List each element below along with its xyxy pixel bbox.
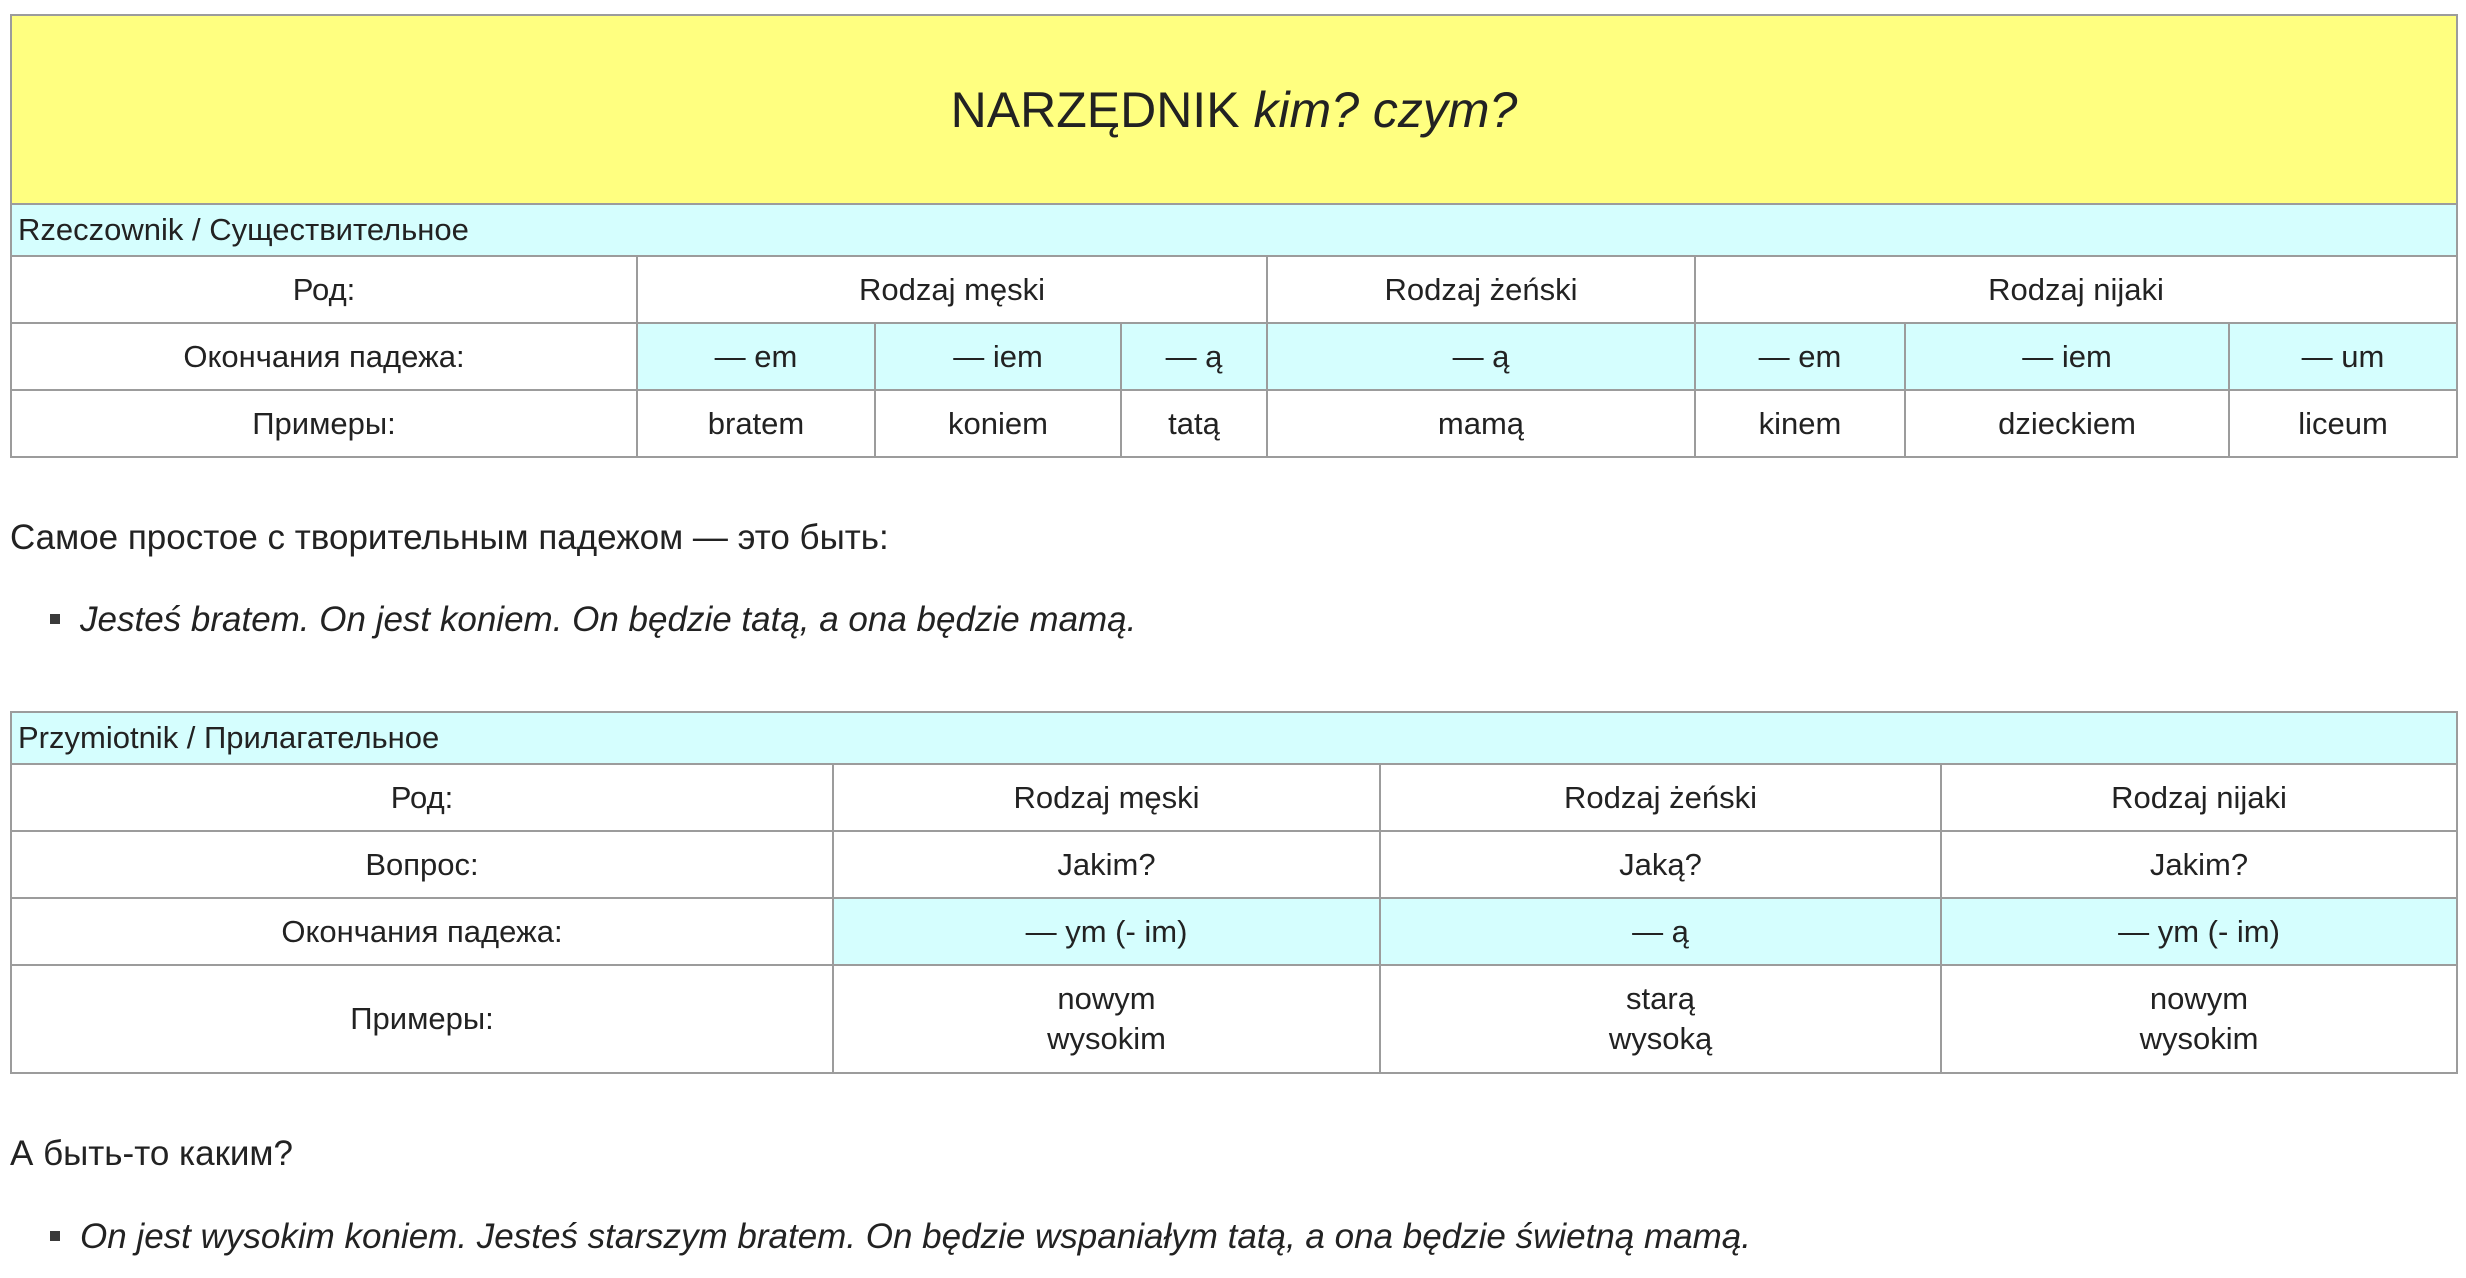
ending-cell: — iem [1905,323,2229,390]
ending-cell: — um [2229,323,2457,390]
adjective-section-header: Przymiotnik / Прилагательное [11,712,2457,764]
example-cell: bratem [637,390,875,457]
bullet-text: On jest wysokim koniem. Jesteś starszym bratem. On będzie wspaniałym tatą, a ona będzie świetną mamą. [80,1217,1751,1256]
example-line: starą [1626,981,1695,1016]
adjective-declension-table [10,711,2458,1074]
ending-cell: — ą [1380,898,1941,965]
endings-row-label: Окончания падежа: [11,323,637,390]
gender-row-label: Род: [11,764,833,831]
examples-row-label: Примеры: [11,965,833,1073]
gender-feminine: Rodzaj żeński [1267,256,1695,323]
paragraph-intro: Самое простое с творительным падежом — это быть: [10,518,889,557]
ending-cell: — ą [1267,323,1695,390]
example-cell [1941,965,2457,1073]
examples-row-label: Примеры: [11,390,637,457]
example-cell: dzieckiem [1905,390,2229,457]
gender-neuter: Rodzaj nijaki [1941,764,2457,831]
paragraph-question: А быть-то каким? [10,1134,293,1173]
example-cell: liceum [2229,390,2457,457]
question-cell: Jaką? [1380,831,1941,898]
gender-row-label: Род: [11,256,637,323]
example-cell [833,965,1380,1073]
bullet-square-icon [50,614,60,624]
noun-declension-table [10,14,2458,458]
bullet-text: Jesteś bratem. On jest koniem. On będzie tatą, a ona będzie mamą. [80,600,1137,639]
endings-row-label: Окончания падежа: [11,898,833,965]
example-line: wysokim [1047,1021,1166,1056]
ending-cell: — ą [1121,323,1267,390]
ending-cell: — em [637,323,875,390]
ending-cell: — ym (- im) [833,898,1380,965]
ending-cell: — iem [875,323,1121,390]
title-main: NARZĘDNIK [950,81,1240,138]
example-cell: kinem [1695,390,1905,457]
example-line: wysoką [1608,1021,1713,1056]
title-question: kim? czym? [1253,81,1518,138]
gender-feminine: Rodzaj żeński [1380,764,1941,831]
noun-section-header: Rzeczownik / Существительное [11,204,2457,256]
example-cell: koniem [875,390,1121,457]
bullet-square-icon [50,1231,60,1241]
example-cell [1380,965,1941,1073]
ending-cell: — ym (- im) [1941,898,2457,965]
example-line: nowym [2149,981,2249,1016]
gender-neuter: Rodzaj nijaki [1695,256,2457,323]
ending-cell: — em [1695,323,1905,390]
question-row-label: Вопрос: [11,831,833,898]
example-cell: mamą [1267,390,1695,457]
example-bullet [50,600,1136,640]
gender-masculine: Rodzaj męski [833,764,1380,831]
gender-masculine: Rodzaj męski [637,256,1267,323]
example-cell: tatą [1121,390,1267,457]
example-line: nowym [1057,981,1156,1016]
table-title [11,15,2457,204]
question-cell: Jakim? [1941,831,2457,898]
question-cell: Jakim? [833,831,1380,898]
example-line: wysokim [2139,1021,2259,1056]
example-bullet [50,1217,1751,1257]
